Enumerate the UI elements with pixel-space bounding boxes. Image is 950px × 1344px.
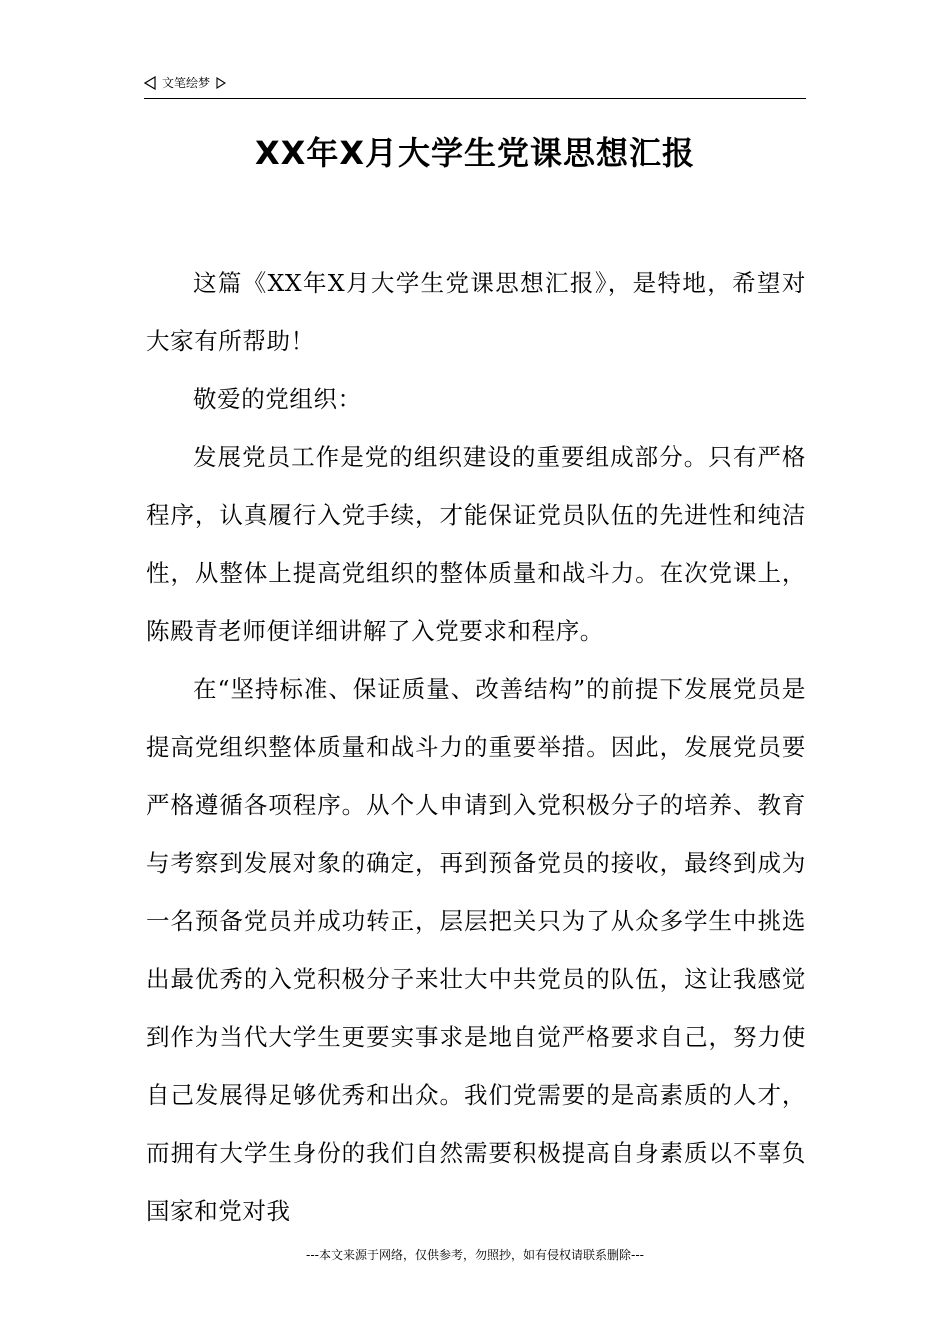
paragraph-salutation: 敬爱的党组织： — [193, 385, 362, 413]
page-footer: ---本文来源于网络，仅供参考，勿照抄，如有侵权请联系删除--- — [306, 1248, 644, 1262]
document-body — [146, 254, 806, 1240]
header-brand — [144, 74, 226, 91]
triangle-left-icon — [144, 76, 156, 90]
triangle-right-icon — [216, 77, 226, 89]
page-header — [144, 70, 806, 99]
paragraph-intro: 这篇《XX年X月大学生党课思想汇报》，是特地，希望对大家有所帮助！ — [146, 269, 806, 355]
header-text: 文笔绘梦 — [162, 76, 211, 90]
document-title: XX年X月大学生党课思想汇报 — [254, 134, 696, 172]
paragraph-body-1: 发展党员工作是党的组织建设的重要组成部分。只有严格程序，认真履行入党手续，才能保证党员队伍的先进性和纯洁性，从整体上提高党组织的整体质量和战斗力。在次党课上，陈殿青老师便详细讲解了入党要求和程序。 — [146, 443, 806, 645]
paragraph-body-2: 在“坚持标准、保证质量、改善结构”的前提下发展党员是提高党组织整体质量和战斗力的重要举措。因此，发展党员要严格遵循各项程序。从个人申请到入党积极分子的培养、教育与考察到发展对象的确定，再到预备党员的接收，最终到成为一名预备党员并成功转正，层层把关只为了从众多学生中挑选出最优秀的入党积极分子来壮大中共党员的队伍，这让我感觉到作为当代大学生更要实事求是地自觉严格要求自己，努力使自己发展得足够优秀和出众。我们党需要的是高素质的人才，而拥有大学生身份的我们自然需要积极提高自身素质以不辜负国家和党对我 — [146, 675, 806, 1225]
